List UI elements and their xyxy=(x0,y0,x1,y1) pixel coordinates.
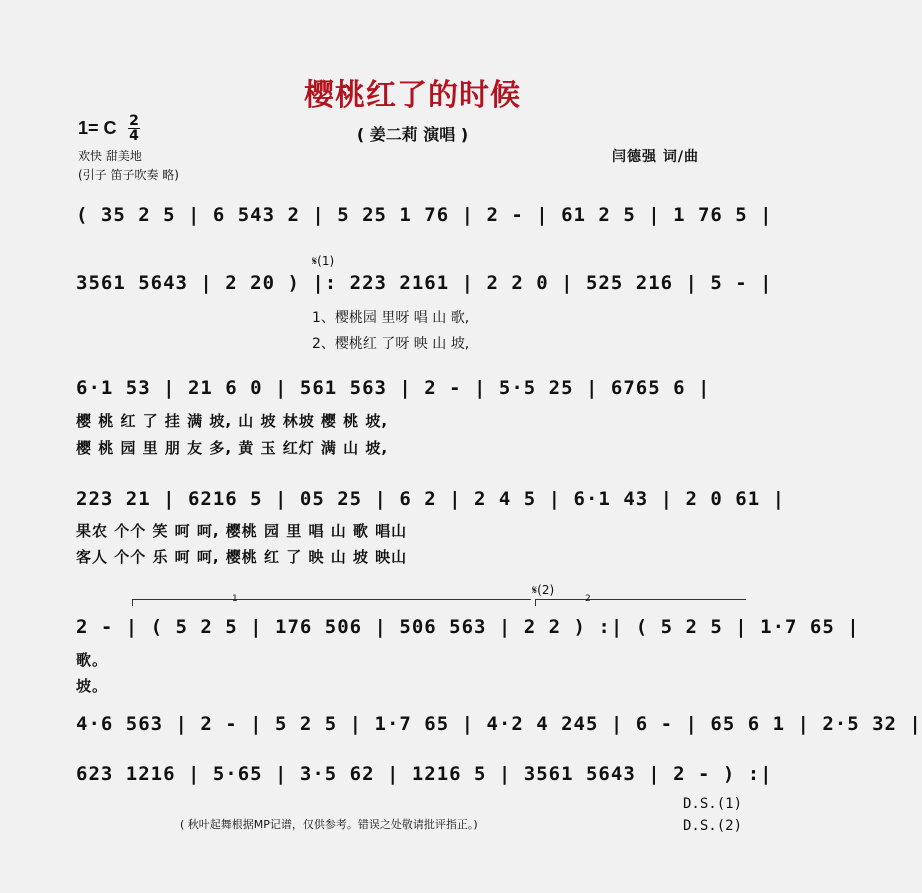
dal-segno-1: D.S.(1) xyxy=(683,796,743,812)
key-signature: 1= C xyxy=(78,118,117,138)
time-top: 2 xyxy=(129,113,139,129)
lyric-row-2-verse-2: 2、樱桃红 了呀 映 山 坡, xyxy=(312,336,470,352)
segno-1: 𝄋(1) xyxy=(312,254,335,268)
volta-bracket-1 xyxy=(132,599,531,606)
song-title: 樱桃红了的时候 xyxy=(304,78,521,113)
tempo-marking: 欢快 甜美地 xyxy=(78,149,142,163)
volta-bracket-2 xyxy=(535,599,746,606)
score-row-4: 223 21 | 6216 5 | 05 25 | 6 2 | 2 4 5 | 6·1 43 | 2 0 61 | xyxy=(76,488,786,510)
score-row-3: 6·1 53 | 21 6 0 | 561 563 | 2 - | 5·5 25 | 6765 6 | xyxy=(76,377,711,399)
score-row-6: 4·6 563 | 2 - | 5 2 5 | 1·7 65 | 4·2 4 245 | 6 - | 65 6 1 | 2·5 32 | xyxy=(76,713,922,735)
score-row-5: 2 - | ( 5 2 5 | 176 506 | 506 563 | 2 2 ) :| ( 5 2 5 | 1·7 65 | xyxy=(76,616,860,638)
composer-credit: 闫德强 词/曲 xyxy=(612,149,699,165)
lyric-row-5-verse-1: 歌。 xyxy=(76,651,109,669)
segno-2: 𝄋(2) xyxy=(532,583,555,597)
volta-number-1: 1 xyxy=(232,594,238,604)
lyric-row-2-verse-1: 1、樱桃园 里呀 唱 山 歌, xyxy=(312,310,470,326)
lyric-row-4-verse-1: 果农 个个 笑 呵 呵, 樱桃 园 里 唱 山 歌 唱山 xyxy=(76,522,408,540)
dal-segno-2: D.S.(2) xyxy=(683,818,743,834)
lyric-row-4-verse-2: 客人 个个 乐 呵 呵, 樱桃 红 了 映 山 坡 映山 xyxy=(76,548,408,566)
lyric-row-3-verse-1: 樱 桃 红 了 挂 满 坡, 山 坡 林坡 樱 桃 坡, xyxy=(76,412,389,430)
lyric-row-3-verse-2: 樱 桃 园 里 朋 友 多, 黄 玉 红灯 满 山 坡, xyxy=(76,439,389,457)
volta-number-2: 2 xyxy=(585,594,591,604)
lyric-row-5-verse-2: 坡。 xyxy=(76,677,109,695)
footer-note: ( 秋叶起舞根据MP记谱，仅供参考。错误之处敬请批评指正。) xyxy=(180,818,478,831)
time-signature xyxy=(128,114,140,143)
score-row-1: ( 35 2 5 | 6 543 2 | 5 25 1 76 | 2 - | 61 2 5 | 1 76 5 | xyxy=(76,204,773,226)
intro-note: (引子 笛子吹奏 略) xyxy=(78,168,179,182)
score-row-2: 3561 5643 | 2 20 ) |: 223 2161 | 2 2 0 | 525 216 | 5 - | xyxy=(76,272,773,294)
performer-credit: ( 姜二莉 演唱 ) xyxy=(356,125,469,144)
time-bottom: 4 xyxy=(129,128,139,144)
score-row-7: 623 1216 | 5·65 | 3·5 62 | 1216 5 | 3561 5643 | 2 - ) :| xyxy=(76,763,773,785)
